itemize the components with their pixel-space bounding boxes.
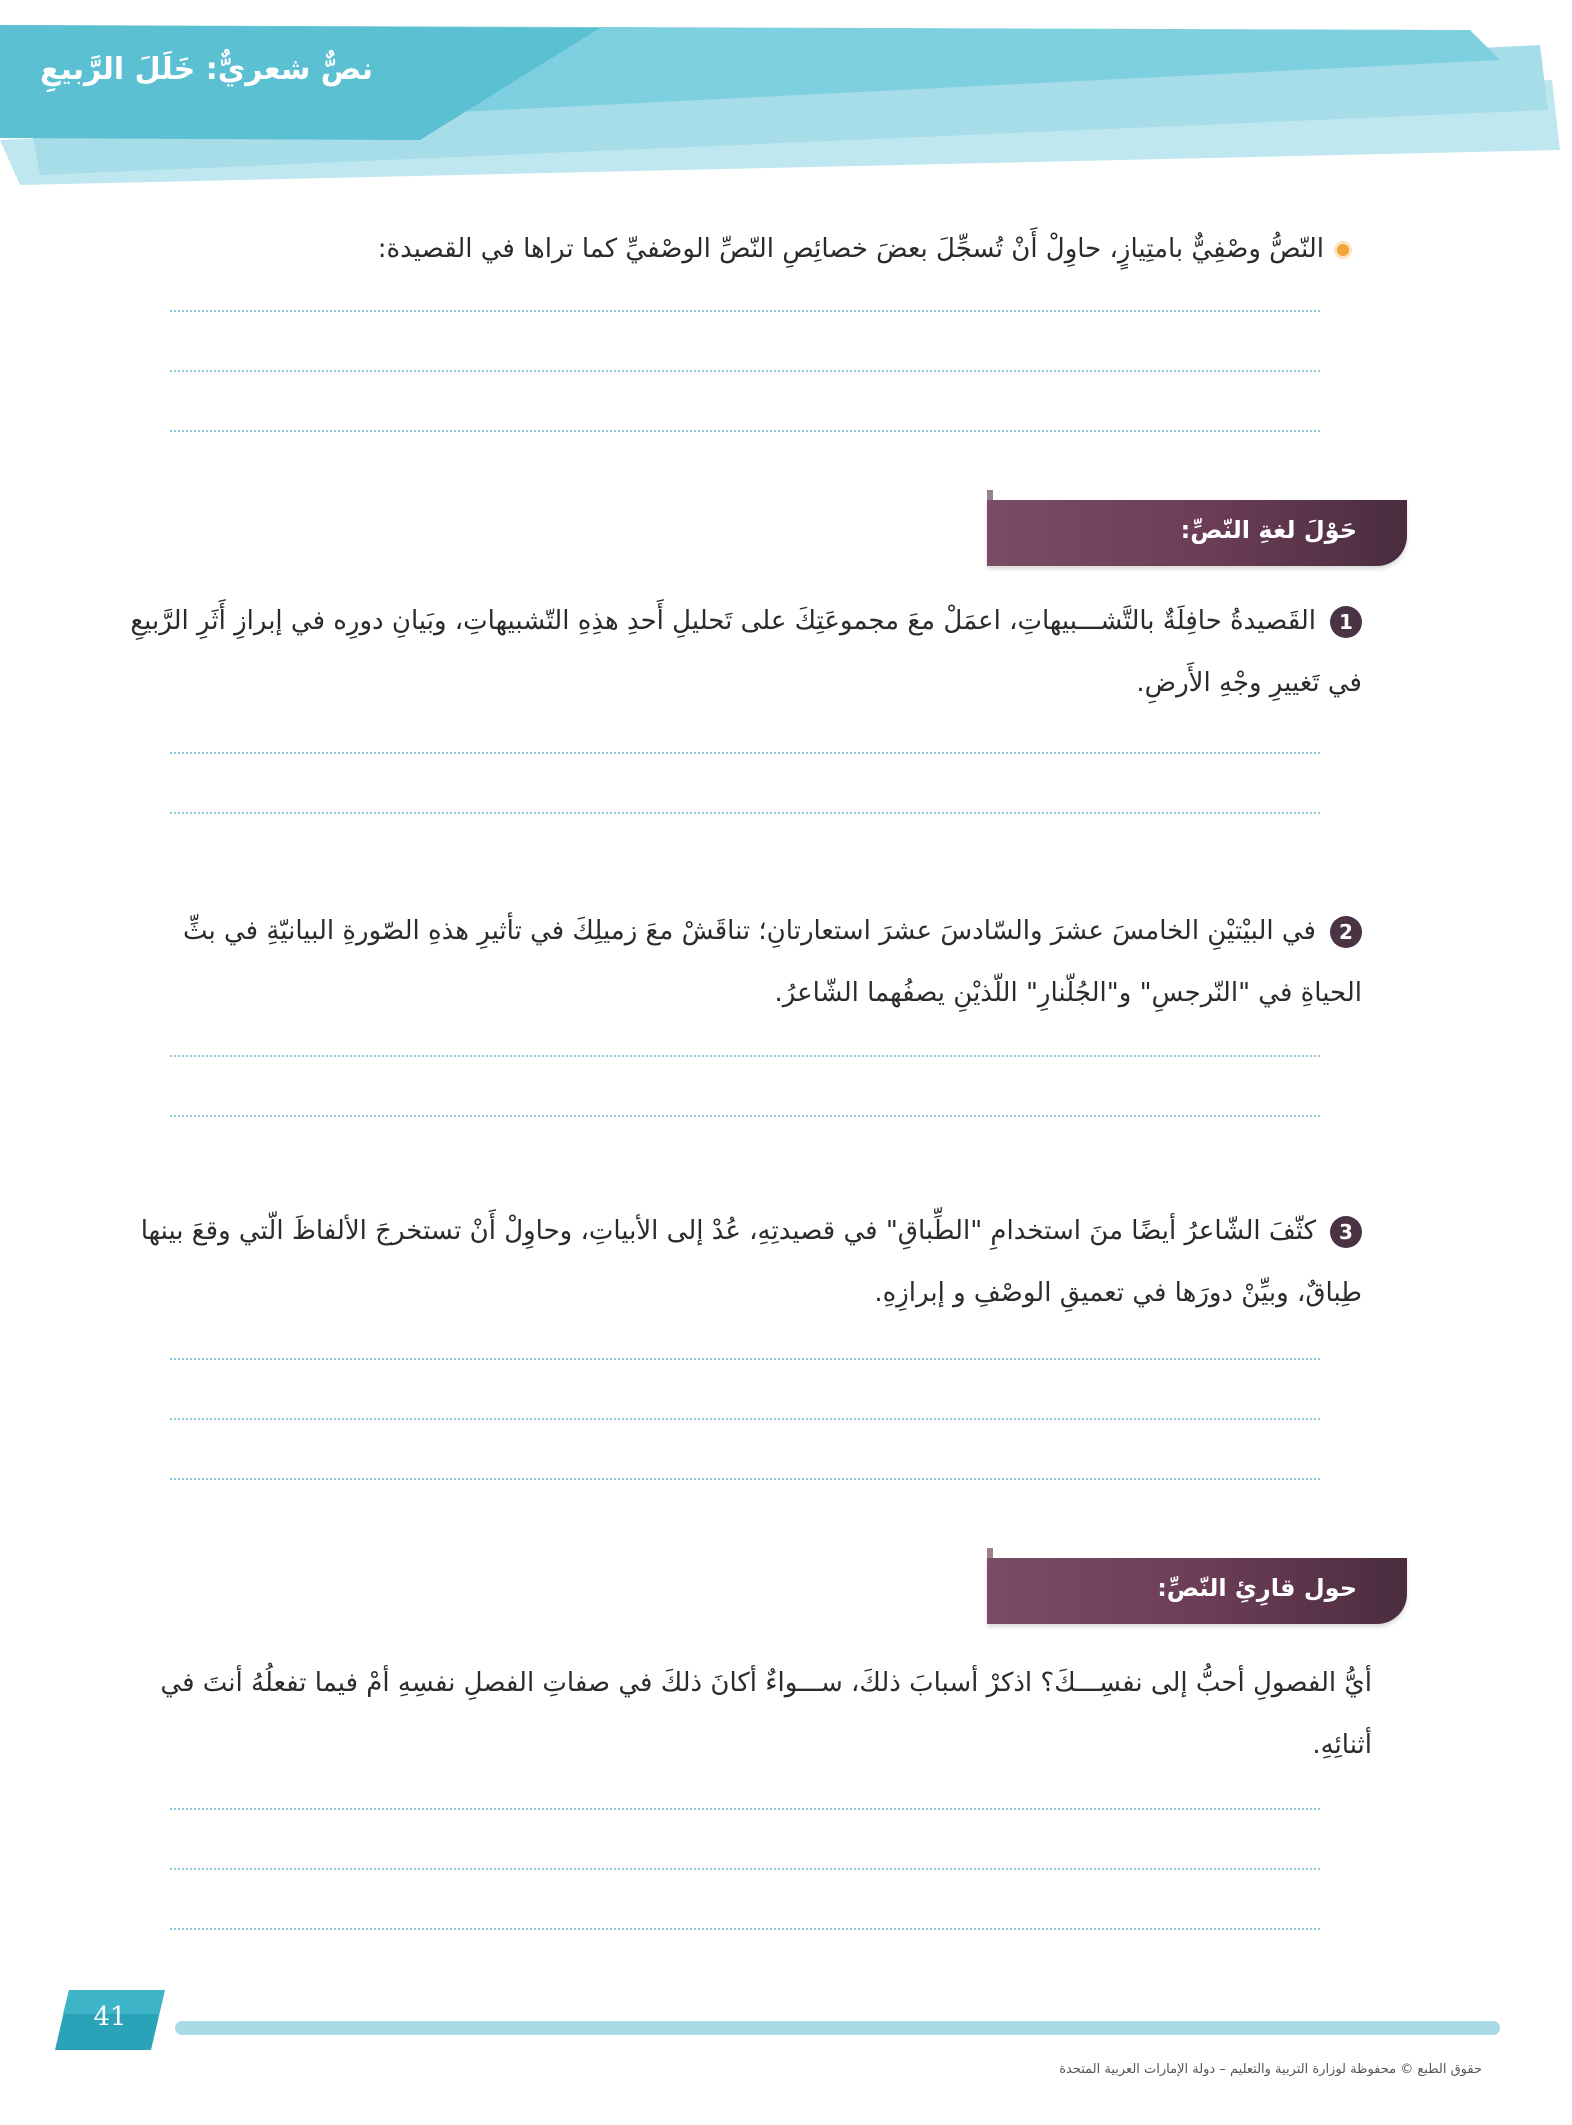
answer-line[interactable] [170,1478,1320,1480]
footer-bar [175,2021,1500,2035]
copyright-note: حقوق الطبع © محفوظة لوزارة التربية والتعليم – دولة الإمارات العربية المتحدة [1059,2062,1482,2077]
section-title: حول قارِئِ النّصِّ: [1157,1574,1357,1602]
answer-line[interactable] [170,1928,1320,1930]
answer-line[interactable] [170,310,1320,312]
section-title: حَوْلَ لغةِ النّصِّ: [1180,516,1357,544]
answer-line[interactable] [170,370,1320,372]
answer-lines-q1[interactable] [170,752,1320,872]
answer-line[interactable] [170,1808,1320,1810]
question-text: أيُّ الفصولِ أحبُّ إلى نفسِـــكَ؟ اذكرْ أسبابَ ذلكَ، ســـواءٌ أكانَ ذلكَ في صفاتِ الفصلِ نفسِهِ أمْ فيما تفعلُهُ أنتَ في أثنائِهِ. [160,1668,1372,1760]
question-2 [122,900,1362,1024]
banner-shape [0,0,1572,200]
question-text: كثّفَ الشّاعرُ أيضًا منَ استخدامِ "الطِّباقِ" في قصيدتِهِ، عُدْ إلى الأبياتِ، وحاوِلْ أَنْ تستخرجَ الألفاظَ الّتي وقعَ بينها طِباقٌ، وبيِّنْ دورَها في تعميقِ الوصْفِ و إبرازِهِ. [140,1216,1362,1308]
question-text: في البيْتيْنِ الخامسَ عشرَ والسّادسَ عشرَ استعارتانِ؛ تناقَشْ معَ زميلِكَ في تأثيرِ هذهِ الصّورةِ البيانيّةِ في بثِّ الحياةِ في "النّرجسِ" و"الجُلّنارِ" اللّذيْنِ يصفُهما الشّاعرُ. [182,916,1362,1008]
answer-line[interactable] [170,812,1320,814]
page-number-badge [55,1990,165,2050]
answer-line[interactable] [170,1115,1320,1117]
header-banner [0,0,1572,200]
question-number-badge: 1 [1330,606,1362,638]
page-title: نصٌّ شعريٌّ: خَلَلَ الرَّبيعِ [40,52,373,87]
answer-line[interactable] [170,1868,1320,1870]
section-header-language [987,500,1407,566]
question-number-badge: 2 [1330,916,1362,948]
answer-line[interactable] [170,752,1320,754]
bullet-icon [1334,241,1352,259]
answer-lines-reader[interactable] [170,1808,1320,1988]
question-text: القَصيدةُ حافِلَةٌ بالتَّشـــبيهاتِ، اعمَلْ معَ مجموعَتِكَ على تَحليلِ أَحدِ هذِهِ التّشبيهاتِ، وبَيانِ دورِه في إبرازِ أَثَرِ الرَّبيعِ في تَغييرِ وجْهِ الأَرضِ. [130,606,1362,698]
section-header-reader [987,1558,1407,1624]
question-3 [122,1200,1362,1324]
answer-line[interactable] [170,1055,1320,1057]
answer-lines-q2[interactable] [170,1055,1320,1175]
answer-lines-intro[interactable] [170,310,1320,490]
answer-lines-q3[interactable] [170,1358,1320,1538]
reader-question [122,1652,1372,1776]
answer-line[interactable] [170,1358,1320,1360]
page-number: 41 [93,2002,127,2032]
answer-line[interactable] [170,430,1320,432]
intro-text: النّصُّ وصْفِيٌّ بامتِيازٍ، حاوِلْ أَنْ تُسجِّلَ بعضَ خصائِصِ النّصِّ الوصْفيِّ كما تراها في القصيدة: [377,234,1324,264]
question-number-badge: 3 [1330,1216,1362,1248]
intro-paragraph [152,218,1352,280]
question-1 [122,590,1362,714]
answer-line[interactable] [170,1418,1320,1420]
